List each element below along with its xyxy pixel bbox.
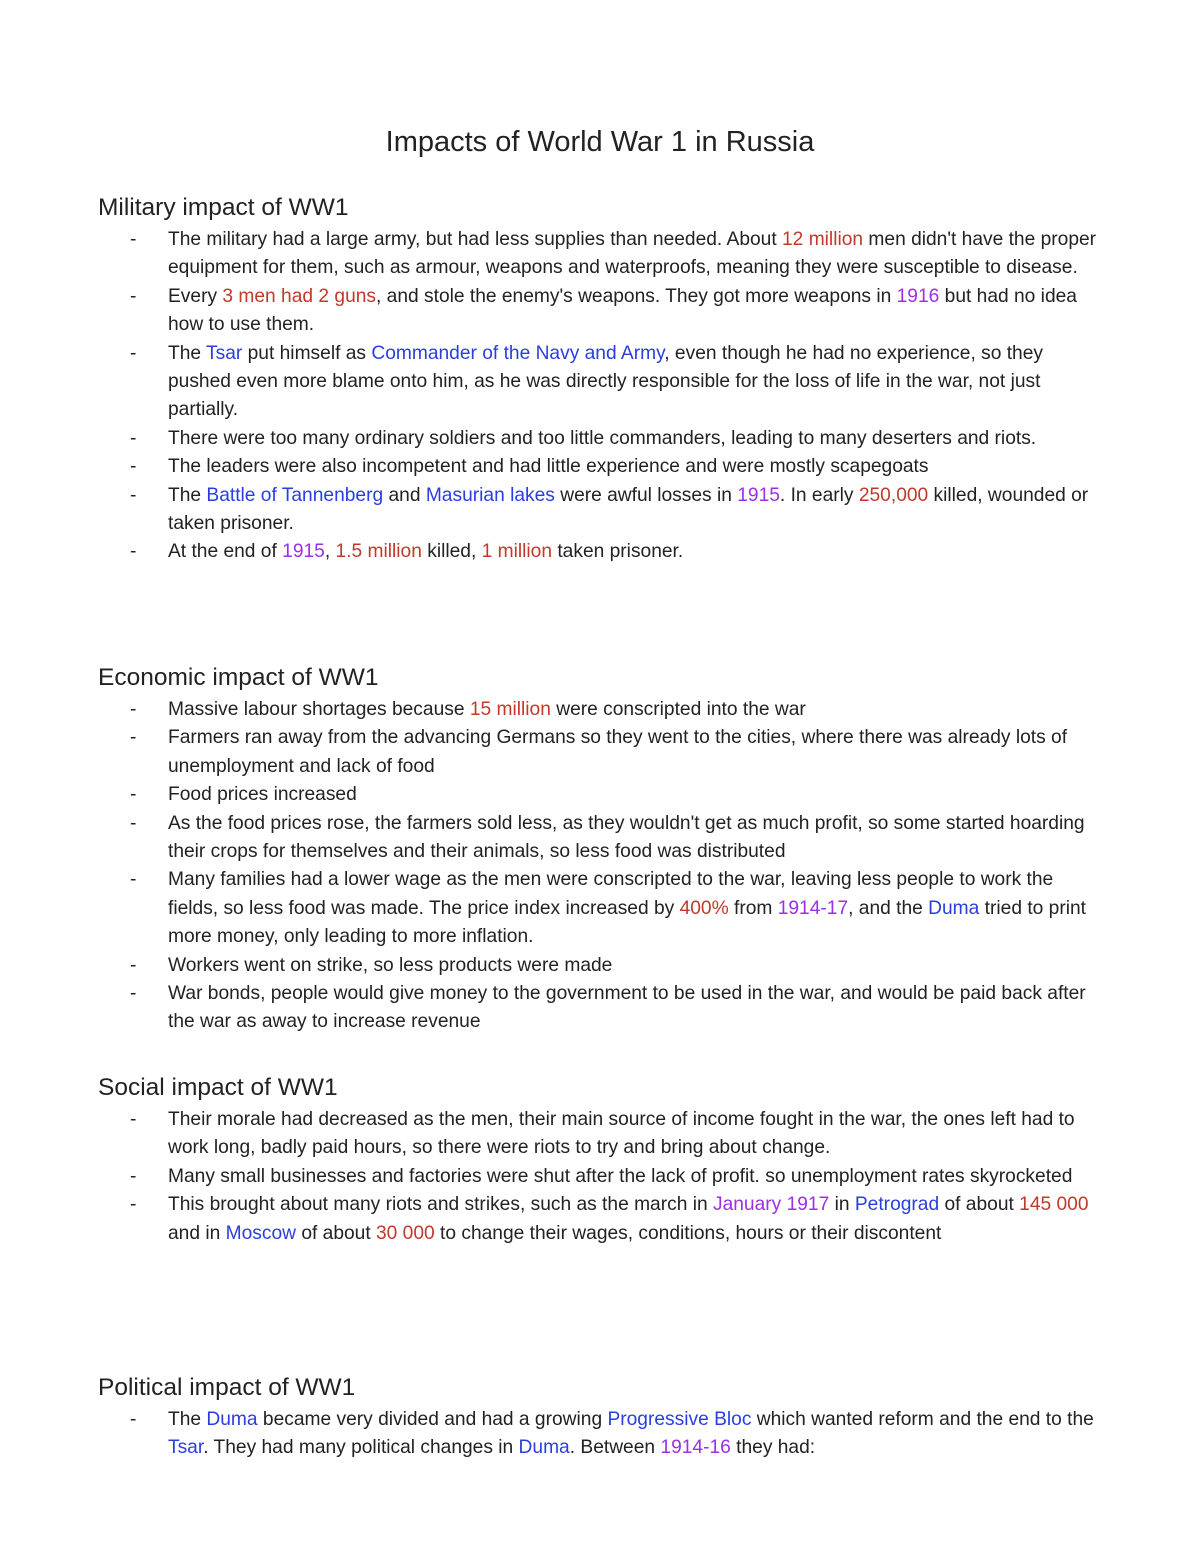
bullet-dash: - [130,342,137,364]
bullet-dash: - [130,427,137,449]
highlight-number: 30 000 [376,1222,435,1244]
text-run: , and the [848,897,929,919]
text-run: put himself as [242,342,372,364]
text-run: , and stole the enemy's weapons. They got more weapons in [376,285,897,307]
bullet-dash: - [130,784,137,806]
list-item [98,425,1108,453]
bullet-dash: - [130,484,137,506]
document-title: Impacts of World War 1 in Russia [385,126,815,158]
text-run: . They had many political changes in [203,1437,519,1459]
list-item [98,724,1108,781]
list-item [98,980,1108,1037]
section-heading-political: Political impact of WW1 [98,1374,356,1401]
highlight-name: Duma [518,1437,570,1459]
list-item [98,226,1108,283]
bullet-dash: - [130,1409,137,1430]
highlight-number: 1 million [481,541,553,563]
highlight-date: 1914-17 [777,897,849,919]
highlight-name: Moscow [225,1222,296,1244]
text-run: were conscripted into the war [550,699,806,720]
text-run: The leaders were also incompetent and had little experience and were mostly scapegoats [168,456,929,478]
highlight-date: 1915 [282,541,325,563]
section-heading-military: Military impact of WW1 [98,194,349,221]
text-run: but had no idea how to use them. [168,285,1077,336]
text-run: War bonds, people would give money to the government to be used in the war, and would be paid back after the war as away to increase revenue [168,983,1086,1033]
section-economic [98,662,1108,1037]
text-run: killed, wounded or taken prisoner. [168,484,1089,535]
text-run: they had: [730,1437,816,1459]
highlight-name: Commander of the Navy and Army [371,342,665,364]
highlight-number: 12 million [782,229,864,250]
highlight-number: 1.5 million [335,541,422,563]
bullet-dash: - [130,727,137,749]
text-run: Farmers ran away from the advancing Germans so they went to the cities, where there was already lots of unemployment and lack of food [168,727,1068,777]
text-run: in [829,1194,855,1216]
text-run: to change their wages, conditions, hours or their discontent [434,1222,942,1244]
text-run: of about [939,1194,1020,1216]
highlight-date: January 1917 [712,1194,830,1216]
text-run: , [324,541,336,563]
section-military [98,192,1108,567]
list-item [98,866,1108,951]
highlight-name: Duma [928,897,980,919]
text-run: . Between [569,1437,661,1459]
bullet-list-economic [98,696,1108,1037]
bullet-dash: - [130,983,137,1005]
list-item [98,1406,1108,1463]
text-run: Many small businesses and factories were shut after the lack of profit. so unemployment rates skyrocketed [168,1165,1073,1187]
text-run: The [168,484,207,506]
highlight-name: Battle of Tannenberg [206,484,384,506]
text-run: and [383,484,426,506]
bullet-dash: - [130,229,137,250]
text-run: taken prisoner. [552,541,684,563]
highlight-name: Masurian lakes [425,484,555,506]
text-run: At the end of [168,541,283,563]
highlight-number: 15 million [469,699,551,720]
bullet-dash: - [130,954,137,976]
text-run: men didn't have the proper equipment for them, such as armour, weapons and waterproofs, meaning they were susceptible to disease. [168,229,1097,279]
text-run: and in [168,1222,226,1244]
text-run: Workers went on strike, so less products were made [168,954,613,976]
bullet-dash: - [130,812,137,834]
bullet-dash: - [130,1194,137,1216]
highlight-number: 400% [679,897,729,919]
section-political [98,1372,1108,1463]
text-run: were awful losses in [554,484,738,506]
list-item [98,538,1108,566]
text-run: The [168,342,207,364]
text-run: Their morale had decreased as the men, their main source of income fought in the war, the ones left had to work long, badly paid hours, so there were riots to try and bring about change. [168,1109,1075,1159]
bullet-list-social [98,1106,1108,1248]
highlight-name: Tsar [168,1437,204,1459]
highlight-date: 1916 [896,285,940,307]
text-run: Food prices increased [168,784,357,806]
bullet-list-military [98,226,1108,567]
highlight-date: 1915 [737,484,780,506]
list-item [98,810,1108,867]
highlight-name: Petrograd [854,1194,940,1216]
section-heading-social: Social impact of WW1 [98,1074,338,1101]
list-item [98,952,1108,980]
text-run: killed, [421,541,482,563]
bullet-dash: - [130,541,137,563]
bullet-dash: - [130,456,137,478]
text-run: , even though he had no experience, so they pushed even more blame onto him, as he was directly responsible for the loss of life in the war, not just partially. [168,342,1043,421]
list-item [98,283,1108,340]
highlight-date: 1914-16 [660,1437,731,1459]
text-run: As the food prices rose, the farmers sold less, as they wouldn't get as much profit, so some started hoarding their crops for themselves and their animals, so less food was distributed [168,812,1085,863]
list-item [98,482,1108,539]
text-run: This brought about many riots and strikes, such as the march in [168,1194,713,1216]
bullet-dash: - [130,285,137,307]
text-run: There were too many ordinary soldiers and too little commanders, leading to many deserters and riots. [168,427,1037,449]
text-run: Massive labour shortages because [168,699,470,720]
highlight-name: Progressive Bloc [607,1409,752,1430]
list-item [98,1106,1108,1163]
bullet-dash: - [130,1165,137,1187]
text-run: The military had a large army, but had less supplies than needed. About [168,229,783,250]
text-run: from [728,897,778,919]
text-run: . In early [779,484,859,506]
text-run: of about [295,1222,376,1244]
text-run: became very divided and had a growing [257,1409,608,1430]
text-run: Every [168,285,223,307]
section-social [98,1072,1108,1248]
list-item [98,781,1108,809]
list-item [98,1191,1108,1248]
bullet-dash: - [130,1109,137,1130]
bullet-dash: - [130,869,137,891]
list-item [98,696,1108,724]
list-item [98,1163,1108,1191]
text-run: tried to print more money, only leading to more inflation. [168,897,1086,948]
highlight-name: Tsar [206,342,243,364]
list-item [98,453,1108,481]
text-run: The [168,1409,207,1430]
highlight-number: 145 000 [1019,1194,1089,1216]
text-run: which wanted reform and the end to the [751,1409,1094,1430]
highlight-number: 3 men had 2 guns [222,285,377,307]
highlight-name: Duma [206,1409,258,1430]
list-item [98,340,1108,425]
bullet-list-political [98,1406,1108,1463]
text-run: Many families had a lower wage as the men were conscripted to the war, leaving less people to work the fields, so less food was made. The price index increased by [168,869,1054,919]
section-heading-economic: Economic impact of WW1 [98,664,379,691]
bullet-dash: - [130,699,137,720]
highlight-number: 250,000 [858,484,929,506]
